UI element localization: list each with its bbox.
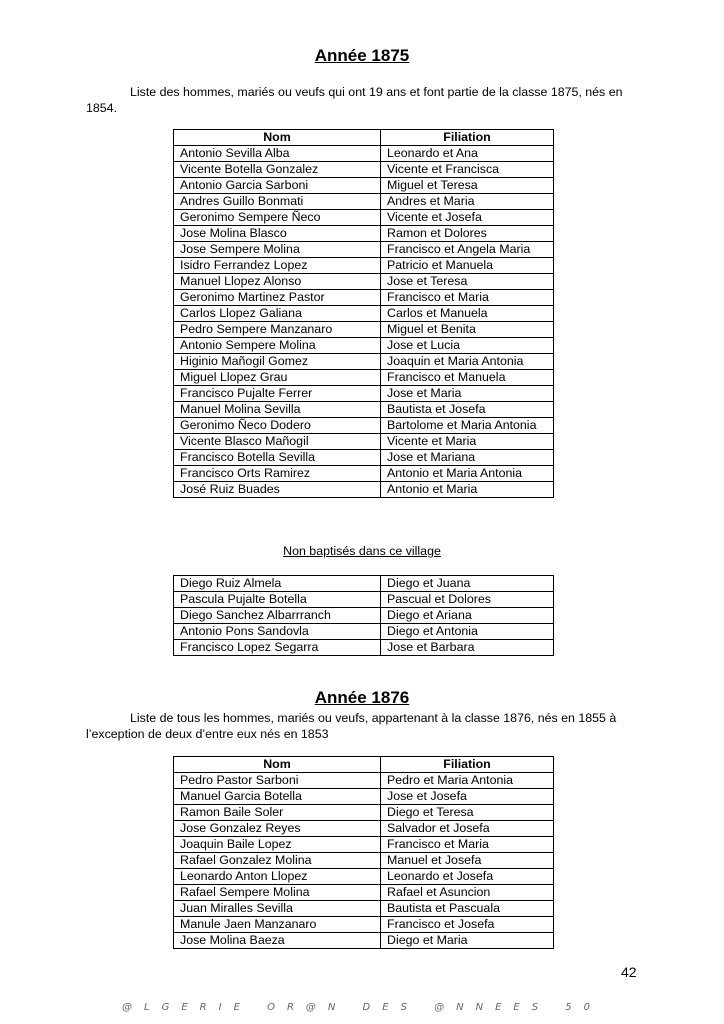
- table-header-row: [174, 130, 554, 146]
- cell-nom: Antonio Sempere Molina: [174, 338, 381, 354]
- cell-filiation: Joaquin et Maria Antonia: [381, 354, 554, 370]
- cell-filiation: Francisco et Manuela: [381, 370, 554, 386]
- cell-filiation: Diego et Teresa: [381, 805, 554, 821]
- table-row: [174, 194, 554, 210]
- cell-nom: Leonardo Anton Llopez: [174, 869, 381, 885]
- page-number: 42: [621, 964, 637, 980]
- cell-nom: Andres Guillo Bonmati: [174, 194, 381, 210]
- cell-filiation: Vicente et Josefa: [381, 210, 554, 226]
- table-row: [174, 805, 554, 821]
- cell-nom: Jose Sempere Molina: [174, 242, 381, 258]
- cell-nom: Joaquin Baile Lopez: [174, 837, 381, 853]
- cell-nom: Diego Sanchez Albarrranch: [174, 608, 381, 624]
- cell-nom: Carlos Llopez Galiana: [174, 306, 381, 322]
- table-row: [174, 592, 554, 608]
- cell-nom: Pedro Sempere Manzanaro: [174, 322, 381, 338]
- table-row: [174, 917, 554, 933]
- table-row: [174, 322, 554, 338]
- table-row: [174, 853, 554, 869]
- cell-nom: Miguel Llopez Grau: [174, 370, 381, 386]
- section-1876-intro: Liste de tous les hommes, mariés ou veufs, appartenant à la classe 1876, nés en 1855 à l’exception de deux d’entre eux nés en 1853: [86, 711, 617, 741]
- cell-nom: Jose Gonzalez Reyes: [174, 821, 381, 837]
- cell-nom: Manule Jaen Manzanaro: [174, 917, 381, 933]
- cell-filiation: Antonio et Maria: [381, 482, 554, 498]
- table-row: [174, 450, 554, 466]
- table-row: [174, 162, 554, 178]
- cell-nom: Jose Molina Baeza: [174, 933, 381, 949]
- cell-nom: Vicente Blasco Mañogil: [174, 434, 381, 450]
- table-row: [174, 885, 554, 901]
- cell-nom: Vicente Botella Gonzalez: [174, 162, 381, 178]
- cell-nom: Juan Miralles Sevilla: [174, 901, 381, 917]
- cell-filiation: Jose et Lucia: [381, 338, 554, 354]
- table-row: [174, 242, 554, 258]
- cell-filiation: Rafael et Asuncion: [381, 885, 554, 901]
- cell-filiation: Miguel et Teresa: [381, 178, 554, 194]
- non-baptised-title: Non baptisés dans ce village: [283, 544, 441, 558]
- cell-filiation: Francisco et Maria: [381, 837, 554, 853]
- table-row: [174, 901, 554, 917]
- table-row: [174, 354, 554, 370]
- cell-nom: Geronimo Ñeco Dodero: [174, 418, 381, 434]
- table-row: [174, 210, 554, 226]
- table-row: [174, 482, 554, 498]
- table-header-row: [174, 757, 554, 773]
- cell-nom: Jose Molina Blasco: [174, 226, 381, 242]
- cell-nom: Pedro Pastor Sarboni: [174, 773, 381, 789]
- table-non-baptised: [173, 575, 554, 656]
- cell-filiation: Leonardo et Josefa: [381, 869, 554, 885]
- cell-filiation: Diego et Juana: [381, 576, 554, 592]
- cell-filiation: Carlos et Manuela: [381, 306, 554, 322]
- cell-filiation: Jose et Teresa: [381, 274, 554, 290]
- cell-filiation: Pedro et Maria Antonia: [381, 773, 554, 789]
- table-row: [174, 370, 554, 386]
- table-row: [174, 576, 554, 592]
- table-row: [174, 274, 554, 290]
- cell-nom: Francisco Botella Sevilla: [174, 450, 381, 466]
- cell-nom: Rafael Sempere Molina: [174, 885, 381, 901]
- cell-nom: Manuel Llopez Alonso: [174, 274, 381, 290]
- column-header-nom: Nom: [174, 757, 381, 773]
- cell-filiation: Francisco et Josefa: [381, 917, 554, 933]
- cell-nom: Higinio Mañogil Gomez: [174, 354, 381, 370]
- cell-filiation: Pascual et Dolores: [381, 592, 554, 608]
- cell-filiation: Bautista et Josefa: [381, 402, 554, 418]
- table-row: [174, 418, 554, 434]
- table-row: [174, 821, 554, 837]
- cell-nom: Francisco Lopez Segarra: [174, 640, 381, 656]
- cell-nom: Manuel Molina Sevilla: [174, 402, 381, 418]
- cell-nom: Ramon Baile Soler: [174, 805, 381, 821]
- table-row: [174, 837, 554, 853]
- cell-filiation: Francisco et Maria: [381, 290, 554, 306]
- page-footer: @LGERIE OR@N DES @NNEES 50: [122, 1002, 602, 1013]
- cell-nom: José Ruiz Buades: [174, 482, 381, 498]
- table-row: [174, 933, 554, 949]
- cell-nom: Francisco Orts Ramirez: [174, 466, 381, 482]
- table-row: [174, 624, 554, 640]
- cell-nom: Antonio Garcia Sarboni: [174, 178, 381, 194]
- cell-filiation: Miguel et Benita: [381, 322, 554, 338]
- cell-filiation: Vicente et Maria: [381, 434, 554, 450]
- table-row: [174, 178, 554, 194]
- table-row: [174, 290, 554, 306]
- table-row: [174, 386, 554, 402]
- cell-nom: Rafael Gonzalez Molina: [174, 853, 381, 869]
- table-1876: [173, 756, 554, 949]
- table-row: [174, 226, 554, 242]
- cell-nom: Antonio Sevilla Alba: [174, 146, 381, 162]
- cell-nom: Geronimo Martinez Pastor: [174, 290, 381, 306]
- table-row: [174, 869, 554, 885]
- column-header-filiation: Filiation: [381, 130, 554, 146]
- table-row: [174, 258, 554, 274]
- cell-filiation: Andres et Maria: [381, 194, 554, 210]
- table-1875: [173, 129, 554, 498]
- cell-filiation: Jose et Maria: [381, 386, 554, 402]
- cell-nom: Manuel Garcia Botella: [174, 789, 381, 805]
- table-row: [174, 466, 554, 482]
- cell-filiation: Diego et Maria: [381, 933, 554, 949]
- cell-filiation: Jose et Mariana: [381, 450, 554, 466]
- table-row: [174, 146, 554, 162]
- cell-filiation: Jose et Josefa: [381, 789, 554, 805]
- column-header-nom: Nom: [174, 130, 381, 146]
- cell-filiation: Salvador et Josefa: [381, 821, 554, 837]
- cell-nom: Diego Ruiz Almela: [174, 576, 381, 592]
- table-row: [174, 773, 554, 789]
- section-1876-title: Année 1876: [314, 688, 410, 707]
- cell-filiation: Ramon et Dolores: [381, 226, 554, 242]
- cell-filiation: Patricio et Manuela: [381, 258, 554, 274]
- cell-filiation: Vicente et Francisca: [381, 162, 554, 178]
- cell-filiation: Bautista et Pascuala: [381, 901, 554, 917]
- table-row: [174, 306, 554, 322]
- cell-filiation: Francisco et Angela Maria: [381, 242, 554, 258]
- section-1875-intro: Liste des hommes, mariés ou veufs qui ont 19 ans et font partie de la classe 1875, nés en 1854.: [86, 85, 623, 115]
- cell-nom: Geronimo Sempere Ñeco: [174, 210, 381, 226]
- column-header-filiation: Filiation: [381, 757, 554, 773]
- cell-nom: Francisco Pujalte Ferrer: [174, 386, 381, 402]
- cell-filiation: Manuel et Josefa: [381, 853, 554, 869]
- cell-filiation: Bartolome et Maria Antonia: [381, 418, 554, 434]
- table-row: [174, 338, 554, 354]
- table-row: [174, 608, 554, 624]
- cell-filiation: Leonardo et Ana: [381, 146, 554, 162]
- cell-filiation: Jose et Barbara: [381, 640, 554, 656]
- cell-nom: Antonio Pons Sandovla: [174, 624, 381, 640]
- cell-filiation: Diego et Ariana: [381, 608, 554, 624]
- section-1875-title: Année 1875: [314, 46, 410, 65]
- table-row: [174, 434, 554, 450]
- cell-filiation: Antonio et Maria Antonia: [381, 466, 554, 482]
- cell-filiation: Diego et Antonia: [381, 624, 554, 640]
- cell-nom: Isidro Ferrandez Lopez: [174, 258, 381, 274]
- table-row: [174, 402, 554, 418]
- table-row: [174, 640, 554, 656]
- cell-nom: Pascula Pujalte Botella: [174, 592, 381, 608]
- table-row: [174, 789, 554, 805]
